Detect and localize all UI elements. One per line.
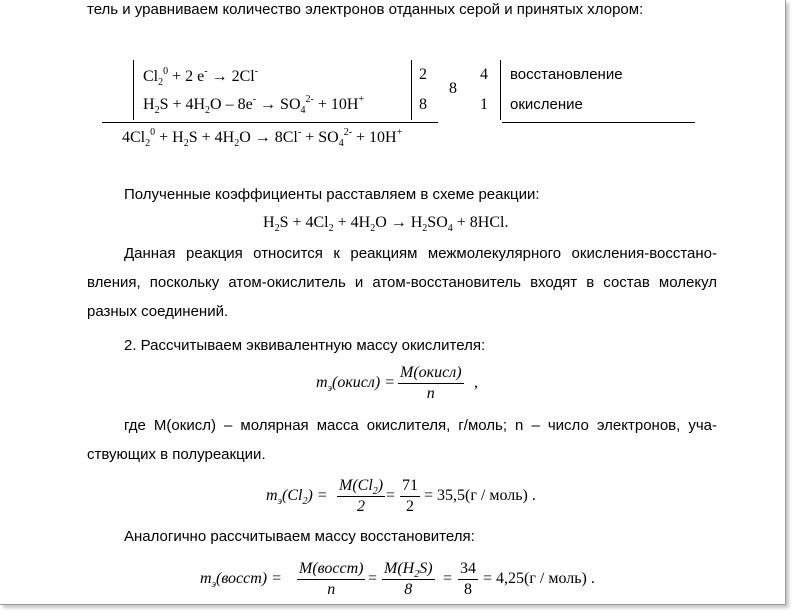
paragraph-where-line-1: где М(окисл) – молярная масса окислителя, г/моль; n – число электронов, уча-: [124, 417, 717, 434]
formula-3-fraction-3: $\frac{34}{8}$: [460, 560, 476, 598]
formula-1-comma: ,: [474, 374, 478, 391]
electrons-oxidation: 8: [419, 96, 427, 113]
formula-2-lhs: $m_э(Cl_2)$ =: [266, 487, 328, 507]
formula-2-fraction-2: $\frac{71}{2}$: [402, 477, 418, 515]
electrons-lcm: 8: [449, 80, 457, 97]
half-reaction-reduction: $Cl_2^0 + 2$ e- → 2Cl-: [143, 66, 259, 88]
paragraph-reaction-type-line-3: разных соединений.: [87, 303, 229, 320]
paragraph-coefficients: Полученные коэффициенты расставляем в схеме реакции:: [124, 186, 540, 203]
half-reaction-oxidation: $H_2S + 4H_2O - 8e^- \to SO_4^{2-} + 10H^+$: [143, 94, 365, 116]
bracket-right-line: [411, 60, 412, 120]
formula-3-result: = 4,25(г / моль) .: [483, 570, 595, 587]
formula-3-fraction-1: M(восст) n: [299, 560, 364, 598]
text-line-top: тель и уравниваем количество электронов отданных серой и принятых хлором:: [87, 1, 644, 18]
sum-line-right: [502, 122, 695, 123]
process-reduction: восстановление: [510, 66, 623, 83]
step-2-heading: 2. Рассчитываем эквивалентную массу окислителя:: [124, 337, 486, 354]
formula-2-result: = 35,5(г / моль) .: [424, 487, 536, 504]
formula-1-lhs: $m_э(окисл)$ =: [316, 374, 395, 394]
bracket-left-line: [133, 60, 134, 120]
formula-3-fraction-2: $\frac{M(H_2S)}{8}$: [384, 560, 433, 598]
formula-2-equals: =: [386, 487, 396, 504]
paragraph-similar: Аналогично рассчитываем массу восстановителя:: [124, 528, 475, 545]
paragraph-where-line-2: ствующих в полуреакции.: [87, 446, 266, 463]
sum-reaction: $4Cl_2^0 + H_2S + 4H_2O \to 8Cl^- + SO_4^{2-} + 10H^+$: [122, 127, 403, 149]
process-oxidation: окисление: [510, 96, 583, 113]
factor-reduction: 4: [480, 66, 488, 83]
formula-3-lhs: $m_э(восст)$ =: [200, 570, 282, 590]
factor-oxidation: 1: [480, 96, 488, 113]
electrons-reduction: 2: [419, 66, 427, 83]
formula-3-equals-1: =: [368, 570, 378, 587]
final-equation: $H_2S + 4Cl_2 + 4H_2O \to H_2SO_4 + 8HCl$.: [263, 214, 509, 234]
paragraph-reaction-type-line-1: Данная реакция относится к реакциям межмолекулярного окисления-восстано-: [124, 245, 717, 262]
sum-line-left: [102, 122, 438, 123]
bracket-factor-line: [500, 60, 501, 120]
formula-1-fraction: M(окисл) n: [400, 364, 462, 402]
formula-3-equals-2: =: [443, 570, 453, 587]
formula-2-fraction-1: $\frac{M(Cl_2)}{2}$: [339, 477, 384, 515]
paragraph-reaction-type-line-2: вления, поскольку атом-окислитель и атом-восстановитель входят в состав молекул: [87, 274, 717, 291]
